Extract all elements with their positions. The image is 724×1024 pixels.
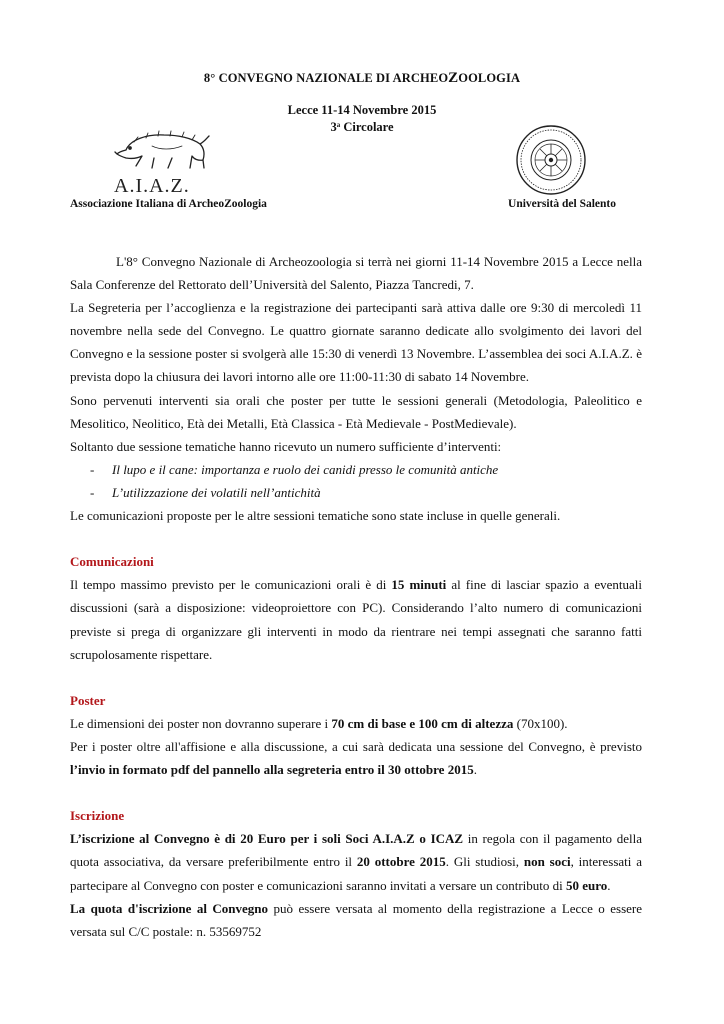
title-suffix: OOLOGIA (458, 71, 521, 85)
conference-dates (0, 103, 724, 135)
poster-paragraph-1 (70, 712, 642, 735)
boar-icon (115, 131, 209, 168)
intro-paragraph-4: Soltanto due sessione tematiche hanno ricevuto un numero sufficiente d’interventi: (70, 438, 502, 454)
circolare-line (0, 118, 724, 135)
list-item (70, 481, 642, 504)
bold-run: 15 minuti (391, 577, 447, 593)
text-run: . (607, 877, 611, 893)
section-heading-poster: Poster (70, 692, 106, 708)
text-run: , interessati a partecipare al Convegno con poster e comunicazioni saranno invitati a versare un contributo di (70, 854, 642, 893)
intro-paragraph-2: La Segreteria per l’accoglienza e la registrazione dei partecipanti sarà attiva dalle ore 9:30 di mercoledì 11 novembre nella sede del Convegno. Le quattro giornate saranno dedicate allo svolgimento dei lavori del Convegno e la sessione poster si svolgerà alle 15:30 di venerdì 13 Novembre. L’assemblea dei soci A.I.A.Z. è prevista dopo la chiusura dei lavori intorno alle ore 11:00-11:30 di sabato 14 Novembre. (70, 300, 642, 385)
university-seal-icon (515, 124, 587, 196)
title-z: Z (448, 70, 459, 86)
aiaz-logo (112, 128, 222, 198)
text-run: Il tempo massimo previsto per le comunicazioni orali è di (70, 577, 392, 593)
text-run: (70x100). (513, 715, 568, 731)
list-item-text: L’utilizzazione dei volatili nell’antichità (112, 484, 321, 500)
text-run: Per i poster oltre all'affisione e alla discussione, a cui sarà dedicata una sessione del Convegno, è previsto (70, 738, 642, 754)
text-run: in regola con il pagamento della quota associativa, da versare preferibilmente entro il (70, 831, 642, 870)
conference-title (0, 70, 724, 87)
bold-run: l’invio in formato pdf del pannello alla segreteria entro il 30 ottobre 2015 (70, 762, 474, 778)
section-heading-iscrizione: Iscrizione (70, 808, 125, 824)
text-run: . (473, 762, 477, 778)
section-heading-comunicazioni: Comunicazioni (70, 554, 154, 570)
text-run: può essere versata al momento della registrazione a Lecce o essere versata sul C/C postale: n. 53569752 (70, 900, 642, 939)
list-item-text: Il lupo e il cane: importanza e ruolo dei canidi presso le comunità antiche (112, 461, 499, 477)
list-item (70, 458, 642, 481)
bold-run: 50 euro (566, 877, 608, 893)
university-name: Università del Salento (508, 198, 616, 210)
document-body (70, 250, 642, 943)
list-dash: - (90, 461, 95, 477)
bold-run: L’iscrizione al Convegno è di 20 Euro per i soli Soci A.I.A.Z o ICAZ (70, 831, 464, 847)
list-dash: - (90, 484, 95, 500)
aiaz-logo-text: A.I.A.Z. (114, 175, 190, 197)
intro-paragraph-5: Le comunicazioni proposte per le altre sessioni tematiche sono state incluse in quelle generali. (70, 508, 561, 524)
text-run: Le dimensioni dei poster non dovranno superare i (70, 715, 332, 731)
poster-paragraph-2 (70, 735, 642, 781)
dates-line: Lecce 11-14 Novembre 2015 (287, 103, 437, 117)
comunicazioni-paragraph (70, 573, 642, 665)
bold-run: La quota d'iscrizione al Convegno (70, 900, 269, 916)
iscrizione-paragraph-2 (70, 897, 642, 943)
iscrizione-paragraph-1 (70, 827, 642, 896)
bold-run: 70 cm di base e 100 cm di altezza (331, 715, 514, 731)
association-name: Associazione Italiana di ArcheoZoologia (70, 198, 267, 210)
circolare-label: Circolare (340, 120, 394, 134)
bold-run: non soci (523, 854, 571, 870)
text-run: al fine di lasciar spazio a eventuali discussioni (sarà a disposizione: videoproiettore con PC). Considerando l’alto numero di comunicazioni previste si prega di organizzare gli interventi in modo da rientrare nei tempi assegnati che saranno fatti scrupolosamente rispettare. (70, 577, 642, 662)
circolare-superscript: a (336, 121, 341, 129)
intro-paragraph-3: Sono pervenuti interventi sia orali che poster per tutte le sessioni generali (Metodologia, Paleolitico e Mesolitico, Neolitico, Età dei Metalli, Età Classica - Età Medievale - PostMedievale). (70, 392, 642, 431)
bold-run: 20 ottobre 2015 (356, 854, 446, 870)
text-run: . Gli studiosi, (445, 854, 524, 870)
circolare-number: 3 (330, 120, 337, 134)
title-prefix: 8° CONVEGNO NAZIONALE DI ARCHEO (203, 71, 449, 85)
intro-paragraph-1: L'8° Convegno Nazionale di Archeozoologia si terrà nei giorni 11-14 Novembre 2015 a Lecce nella Sala Conferenze del Rettorato dell’Università del Salento, Piazza Tancredi, 7. (70, 254, 642, 293)
